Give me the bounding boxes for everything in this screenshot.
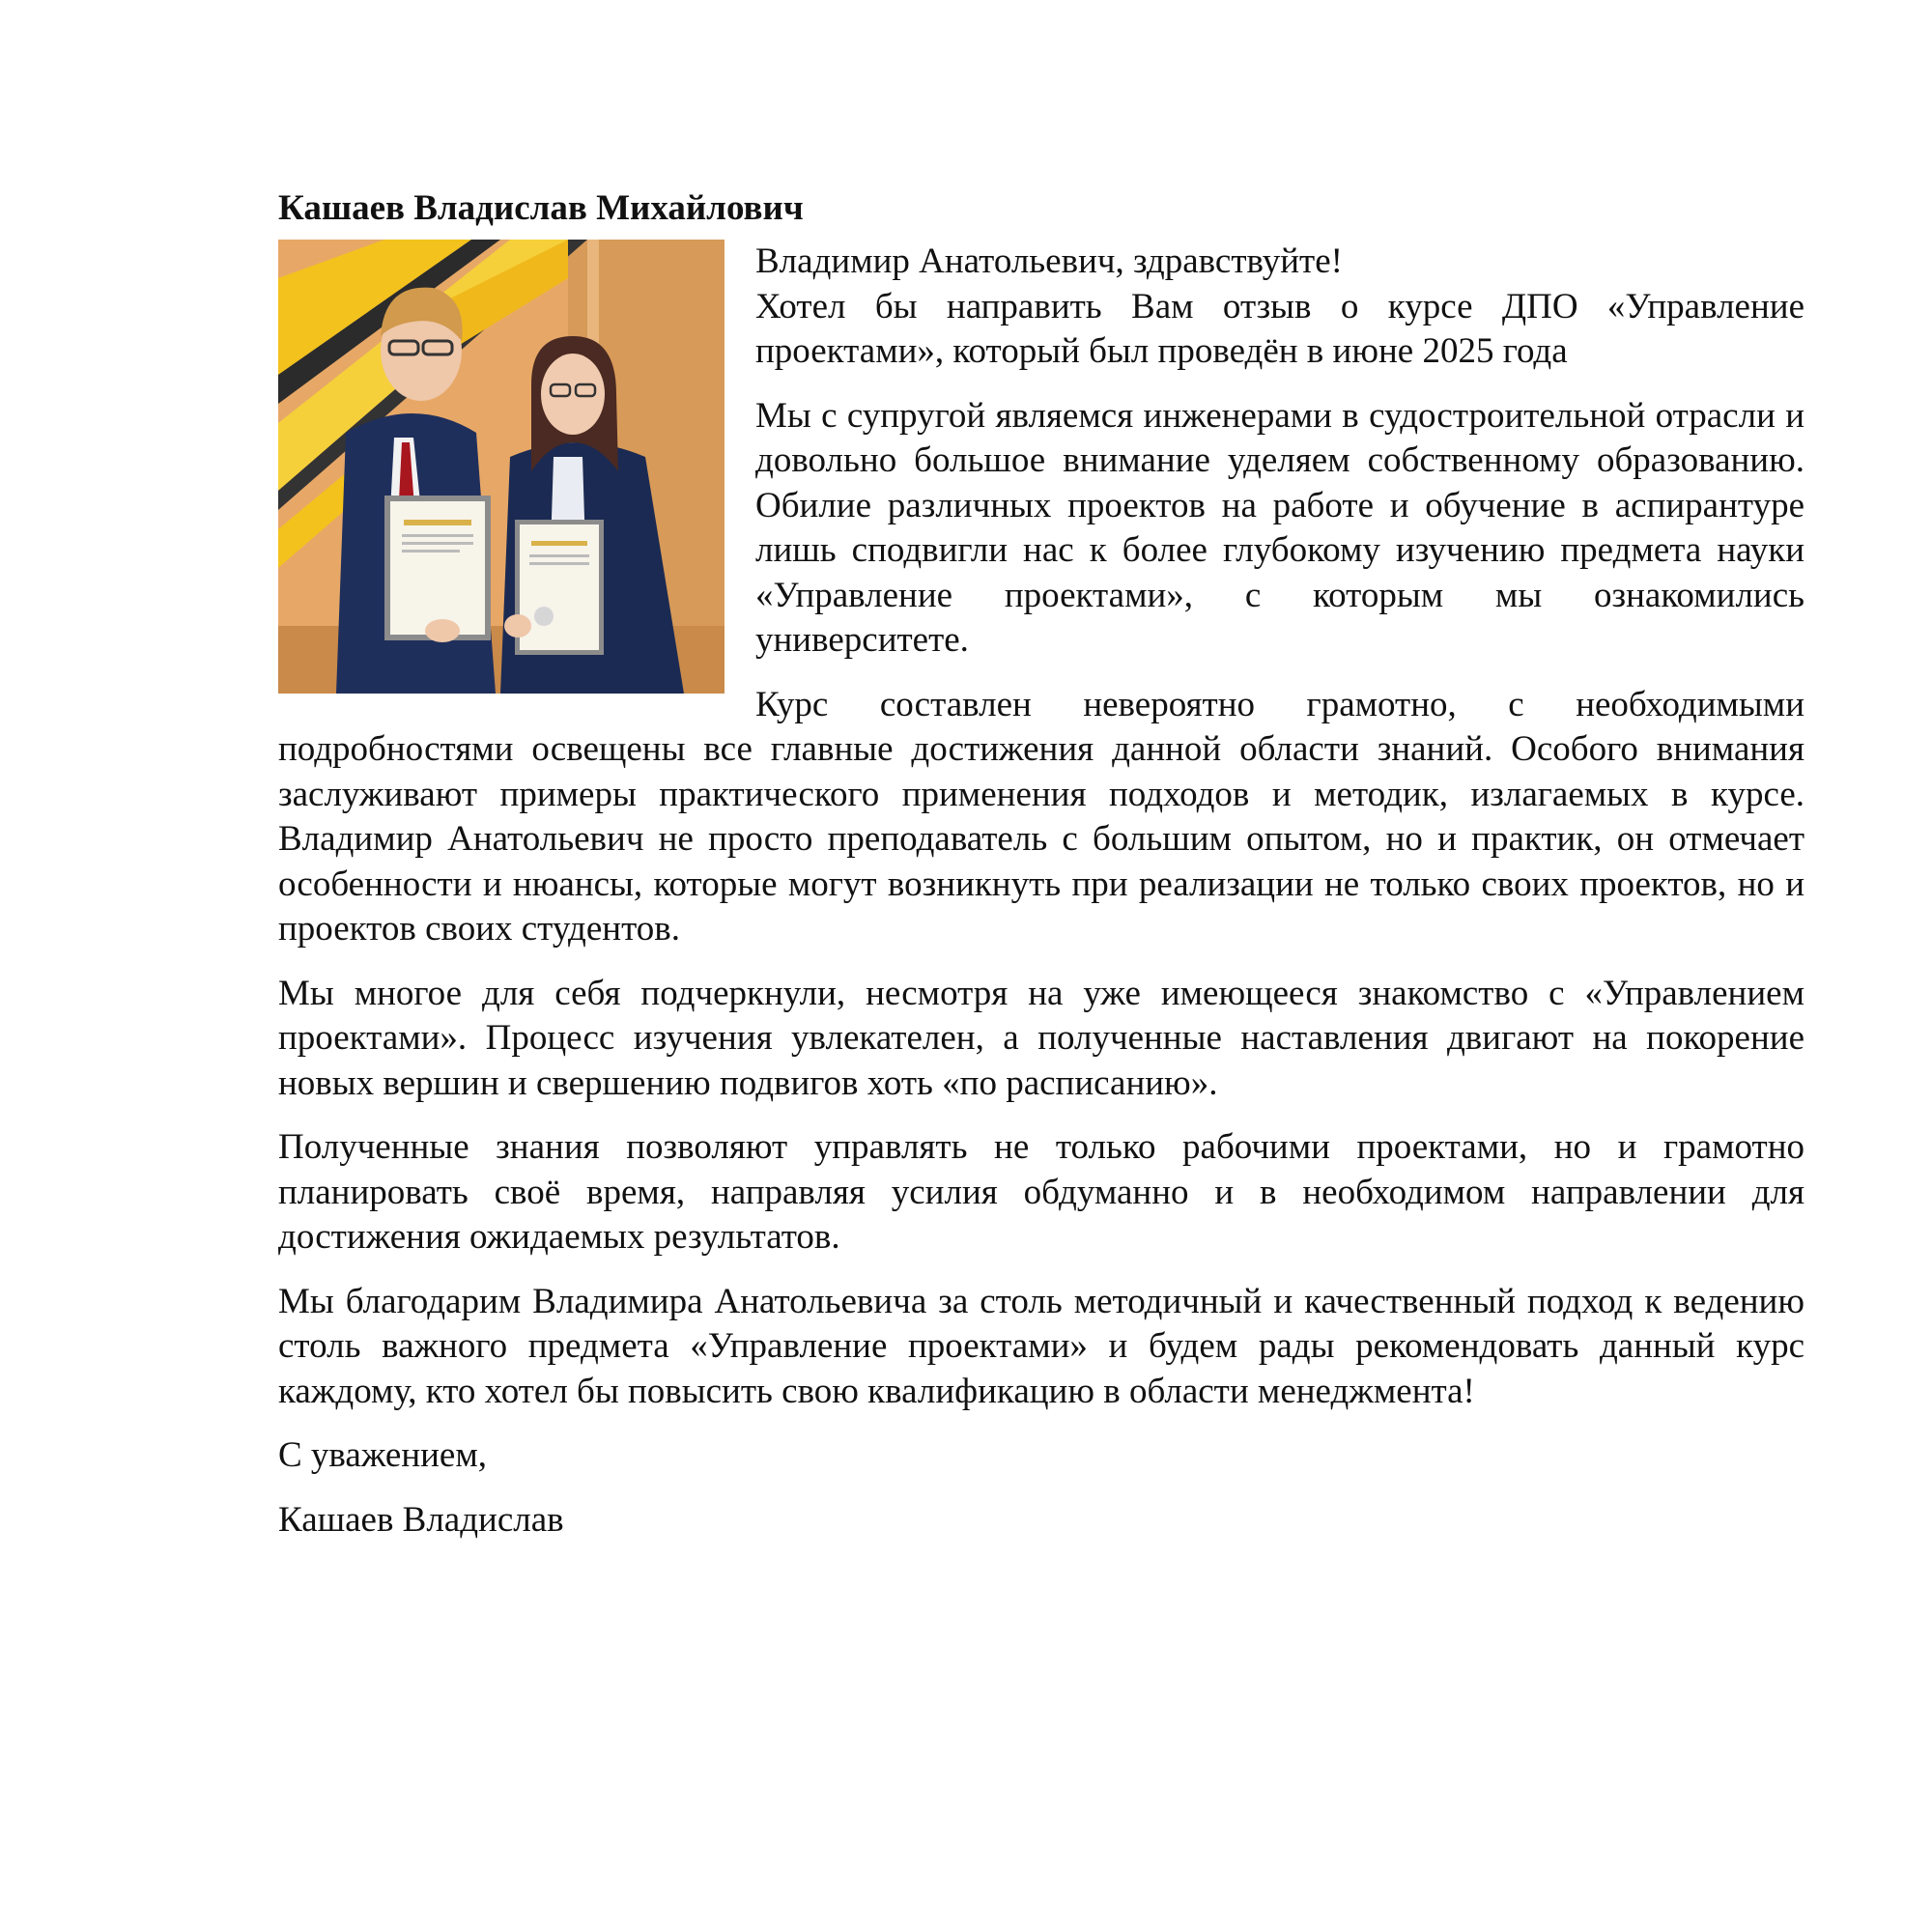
review-letter xyxy=(278,186,1804,1562)
paragraph-intro: Хотел бы направить Вам отзыв о курсе ДПО «Управление проектами», который был проведён в июне 2025 года xyxy=(755,286,1804,371)
greeting: Владимир Анатольевич, здравствуйте! xyxy=(755,241,1343,281)
paragraph-gratitude: Мы благодарим Владимира Анатольевича за столь методичный и качественный подход к ведению столь важного предмета «Управление проектами» и будем рады рекомендовать данный курс каждому, кто хотел бы повысить свою квалификацию в области менеджмента! xyxy=(278,1281,1804,1411)
closing: С уважением, xyxy=(278,1435,488,1475)
author-heading: Кашаев Владислав Михайлович xyxy=(278,188,804,228)
paragraph-course-quality: Курс составлен невероятно грамотно, с необходимыми подробностями освещены все главные достижения данной области знаний. Особого внимания заслуживают примеры практического применения подходов и методик, излагаемых в курсе. Владимир Анатольевич не просто преподаватель с большим опытом, но и практик, он отмечает особенности и нюансы, которые могут возникнуть при реализации не только своих проектов, но и проектов своих студентов. xyxy=(278,684,1804,949)
photo-frame xyxy=(278,240,724,694)
paragraph-background: Мы с супругой являемся инженерами в судостроительной отрасли и довольно большое внимание уделяем собственному образованию. Обилие различных проектов на работе и обучение в аспирантуре лишь сподвигли нас к более глубокому изучению предмета науки «Управление проектами», с которым мы ознакомились университете. xyxy=(755,395,1804,660)
signature: Кашаев Владислав xyxy=(278,1499,564,1540)
award-photo xyxy=(278,240,724,694)
paragraph-knowledge: Полученные знания позволяют управлять не только рабочими проектами, но и грамотно планировать своё время, направляя усилия обдуманно и в необходимом направлении для достижения ожидаемых результатов. xyxy=(278,1127,1804,1257)
paragraph-impressions: Мы многое для себя подчеркнули, несмотря на уже имеющееся знакомство с «Управлением проектами». Процесс изучения увлекателен, а полученные наставления двигают на покорение новых вершин и свершению подвигов хоть «по расписанию». xyxy=(278,973,1804,1103)
